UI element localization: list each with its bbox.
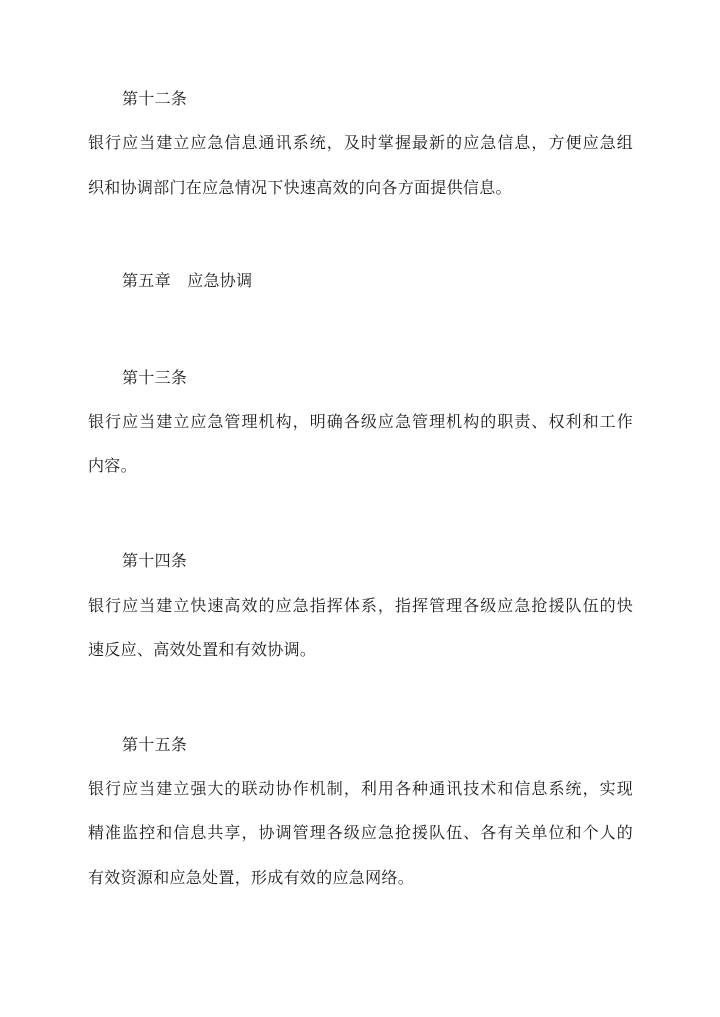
article-15-line-3: 有效资源和应急处置，形成有效的应急网络。 [88, 868, 415, 887]
article-15-line-1: 银行应当建立强大的联动协作机制，利用各种通讯技术和信息系统，实现 [88, 779, 633, 798]
article-14-line-1: 银行应当建立快速高效的应急指挥体系，指挥管理各级应急抢援队伍的快 [88, 596, 633, 615]
article-13-line-2: 内容。 [88, 456, 137, 475]
chapter-5-heading: 第五章 应急协调 [122, 271, 253, 290]
article-13-line-1: 银行应当建立应急管理机构，明确各级应急管理机构的职责、权利和工作 [88, 412, 633, 431]
article-14-heading: 第十四条 [122, 551, 188, 570]
article-12-line-2: 织和协调部门在应急情况下快速高效的向各方面提供信息。 [88, 178, 512, 197]
article-12-heading: 第十二条 [122, 89, 188, 108]
article-15-heading: 第十五条 [122, 735, 188, 754]
article-13-heading: 第十三条 [122, 368, 188, 387]
article-15-line-2: 精准监控和信息共享，协调管理各级应急抢援队伍、各有关单位和个人的 [88, 823, 633, 842]
article-14-line-2: 速反应、高效处置和有效协调。 [88, 640, 317, 659]
article-12-line-1: 银行应当建立应急信息通讯系统，及时掌握最新的应急信息，方便应急组 [88, 133, 633, 152]
